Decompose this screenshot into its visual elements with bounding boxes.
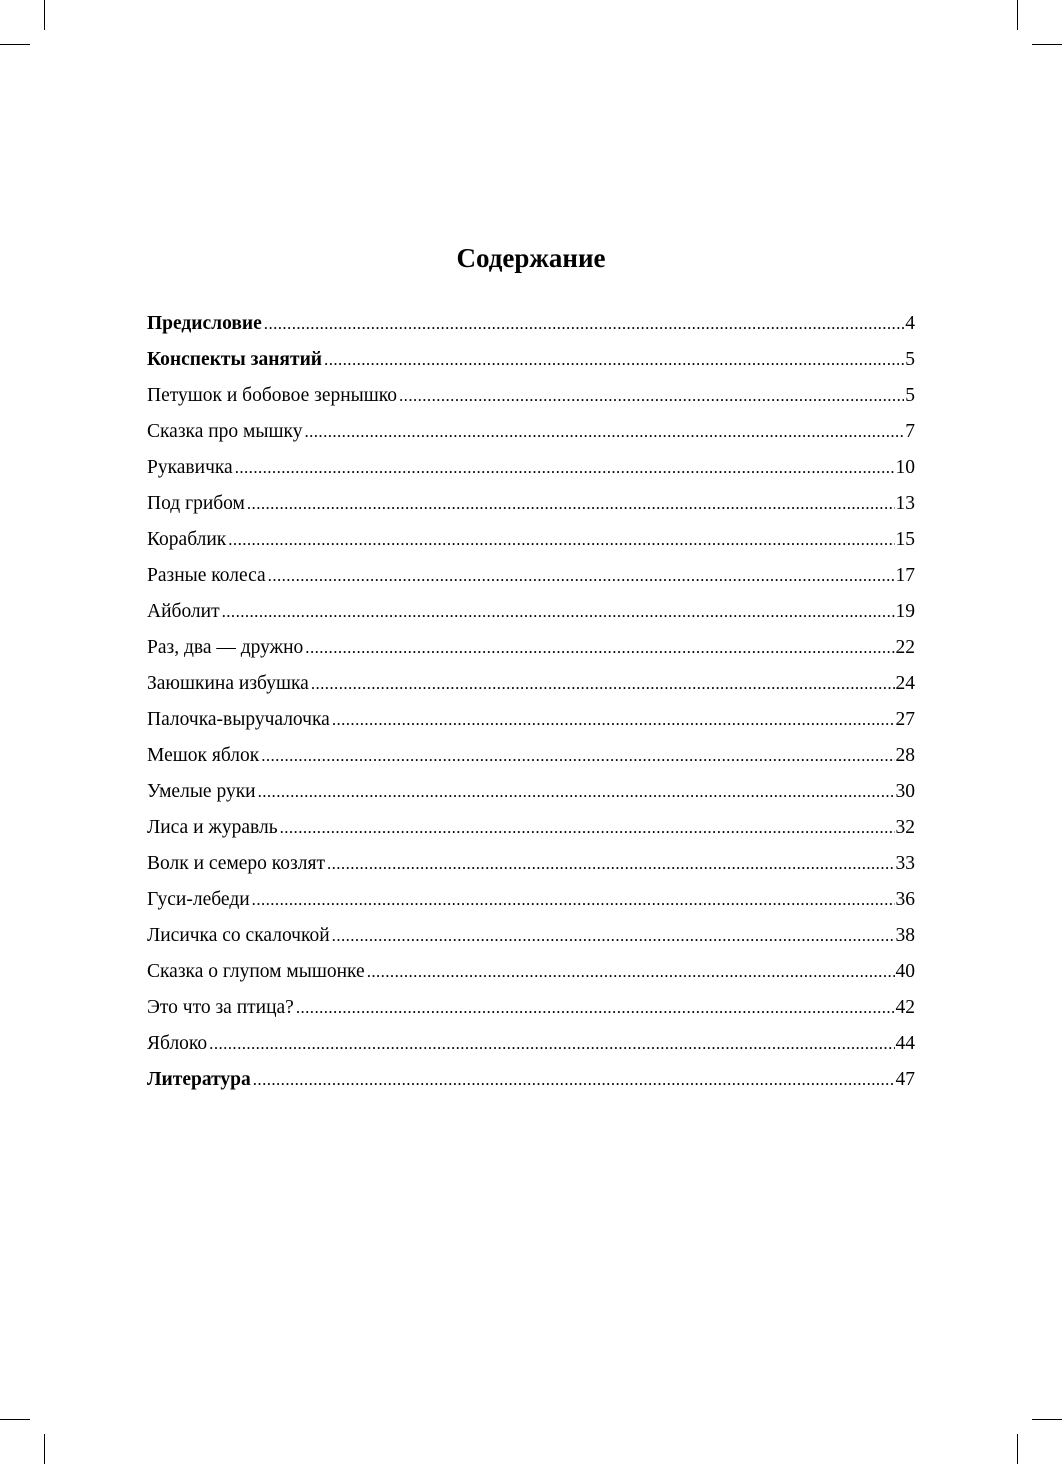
toc-entry-label: Конспекты занятий bbox=[147, 349, 323, 370]
toc-entry-label: Сказка о глупом мышонке bbox=[147, 961, 365, 982]
toc-entry[interactable] bbox=[147, 418, 915, 454]
toc-entry[interactable] bbox=[147, 1030, 915, 1066]
toc-entry-label: Палочка-выручалочка bbox=[147, 709, 330, 730]
toc-entry[interactable] bbox=[147, 454, 915, 490]
toc-entry-label: Под грибом bbox=[147, 493, 245, 514]
toc-entry-page-number: 32 bbox=[895, 817, 915, 838]
toc-entry-page-number: 27 bbox=[895, 709, 915, 730]
toc-entry[interactable] bbox=[147, 994, 915, 1030]
toc-entry-label: Волк и семеро козлят bbox=[147, 853, 325, 874]
toc-entry-page-number: 7 bbox=[905, 421, 915, 442]
toc-entry[interactable] bbox=[147, 958, 915, 994]
dot-leader bbox=[264, 310, 904, 338]
toc-entry-page-number: 5 bbox=[905, 385, 915, 406]
crop-mark-top-right-vertical bbox=[1017, 0, 1018, 30]
dot-leader bbox=[399, 382, 904, 410]
toc-entry-page-number: 13 bbox=[895, 493, 915, 514]
toc-entry[interactable] bbox=[147, 850, 915, 886]
toc-title: Содержание bbox=[456, 243, 606, 273]
toc-entry[interactable] bbox=[147, 346, 915, 382]
toc-entry-label: Рукавичка bbox=[147, 457, 233, 478]
toc-entry-label: Лисичка со скалочкой bbox=[147, 925, 330, 946]
toc-entry-label: Разные колеса bbox=[147, 565, 266, 586]
dot-leader bbox=[235, 454, 895, 482]
toc-entry-page-number: 38 bbox=[895, 925, 915, 946]
dot-leader bbox=[261, 742, 894, 770]
dot-leader bbox=[253, 1066, 895, 1094]
dot-leader bbox=[296, 994, 895, 1022]
toc-entry-label: Лиса и журавль bbox=[147, 817, 278, 838]
dot-leader bbox=[311, 670, 895, 698]
crop-mark-top-right-horizontal bbox=[1032, 44, 1062, 45]
dot-leader bbox=[327, 850, 895, 878]
toc-entry-page-number: 10 bbox=[895, 457, 915, 478]
toc-list bbox=[147, 310, 915, 1102]
dot-leader bbox=[222, 598, 895, 626]
crop-mark-bottom-right-horizontal bbox=[1032, 1419, 1062, 1420]
toc-entry-label: Это что за птица? bbox=[147, 997, 294, 1018]
toc-entry-label: Раз, два — дружно bbox=[147, 637, 304, 658]
dot-leader bbox=[304, 418, 904, 446]
crop-mark-bottom-left-horizontal bbox=[0, 1419, 30, 1420]
dot-leader bbox=[332, 706, 895, 734]
dot-leader bbox=[209, 1030, 894, 1058]
toc-entry[interactable] bbox=[147, 742, 915, 778]
dot-leader bbox=[268, 562, 895, 590]
toc-entry[interactable] bbox=[147, 706, 915, 742]
toc-entry-label: Айболит bbox=[147, 601, 220, 622]
toc-entry[interactable] bbox=[147, 778, 915, 814]
toc-entry-page-number: 33 bbox=[895, 853, 915, 874]
crop-mark-top-left-vertical bbox=[44, 0, 45, 30]
dot-leader bbox=[305, 634, 894, 662]
toc-entry-page-number: 42 bbox=[895, 997, 915, 1018]
crop-mark-top-left-horizontal bbox=[0, 44, 30, 45]
dot-leader bbox=[332, 922, 895, 950]
dot-leader bbox=[228, 526, 894, 554]
toc-entry-label: Кораблик bbox=[147, 529, 227, 550]
toc-entry-page-number: 28 bbox=[895, 745, 915, 766]
toc-entry[interactable] bbox=[147, 526, 915, 562]
toc-entry-label: Петушок и бобовое зернышко bbox=[147, 385, 398, 406]
toc-entry[interactable] bbox=[147, 670, 915, 706]
toc-entry-page-number: 15 bbox=[895, 529, 915, 550]
dot-leader bbox=[280, 814, 895, 842]
crop-mark-bottom-left-vertical bbox=[44, 1434, 45, 1464]
toc-entry-page-number: 36 bbox=[895, 889, 915, 910]
toc-entry-page-number: 5 bbox=[905, 349, 915, 370]
toc-entry[interactable] bbox=[147, 310, 915, 346]
dot-leader bbox=[247, 490, 895, 518]
dot-leader bbox=[258, 778, 895, 806]
toc-entry[interactable] bbox=[147, 814, 915, 850]
toc-entry-label: Заюшкина избушка bbox=[147, 673, 309, 694]
toc-entry-page-number: 40 bbox=[895, 961, 915, 982]
toc-entry[interactable] bbox=[147, 382, 915, 418]
toc-entry[interactable] bbox=[147, 562, 915, 598]
toc-entry-page-number: 22 bbox=[895, 637, 915, 658]
toc-entry-label: Сказка про мышку bbox=[147, 421, 303, 442]
crop-mark-bottom-right-vertical bbox=[1017, 1434, 1018, 1464]
toc-entry-label: Умелые руки bbox=[147, 781, 256, 802]
toc-entry[interactable] bbox=[147, 598, 915, 634]
toc-entry-label: Мешок яблок bbox=[147, 745, 260, 766]
toc-entry[interactable] bbox=[147, 886, 915, 922]
toc-entry-page-number: 24 bbox=[895, 673, 915, 694]
toc-entry-page-number: 17 bbox=[895, 565, 915, 586]
dot-leader bbox=[367, 958, 895, 986]
toc-entry-page-number: 4 bbox=[905, 313, 915, 334]
toc-entry-label: Предисловие bbox=[147, 313, 262, 334]
toc-entry[interactable] bbox=[147, 922, 915, 958]
toc-entry-page-number: 44 bbox=[895, 1033, 915, 1054]
toc-entry[interactable] bbox=[147, 1066, 915, 1102]
toc-entry[interactable] bbox=[147, 634, 915, 670]
toc-entry-page-number: 30 bbox=[895, 781, 915, 802]
dot-leader bbox=[324, 346, 904, 374]
dot-leader bbox=[252, 886, 895, 914]
toc-entry-page-number: 47 bbox=[895, 1069, 915, 1090]
toc-entry-label: Литература bbox=[147, 1069, 251, 1090]
toc-entry-label: Яблоко bbox=[147, 1033, 208, 1054]
toc-entry-page-number: 19 bbox=[895, 601, 915, 622]
toc-entry[interactable] bbox=[147, 490, 915, 526]
toc-entry-label: Гуси-лебеди bbox=[147, 889, 250, 910]
